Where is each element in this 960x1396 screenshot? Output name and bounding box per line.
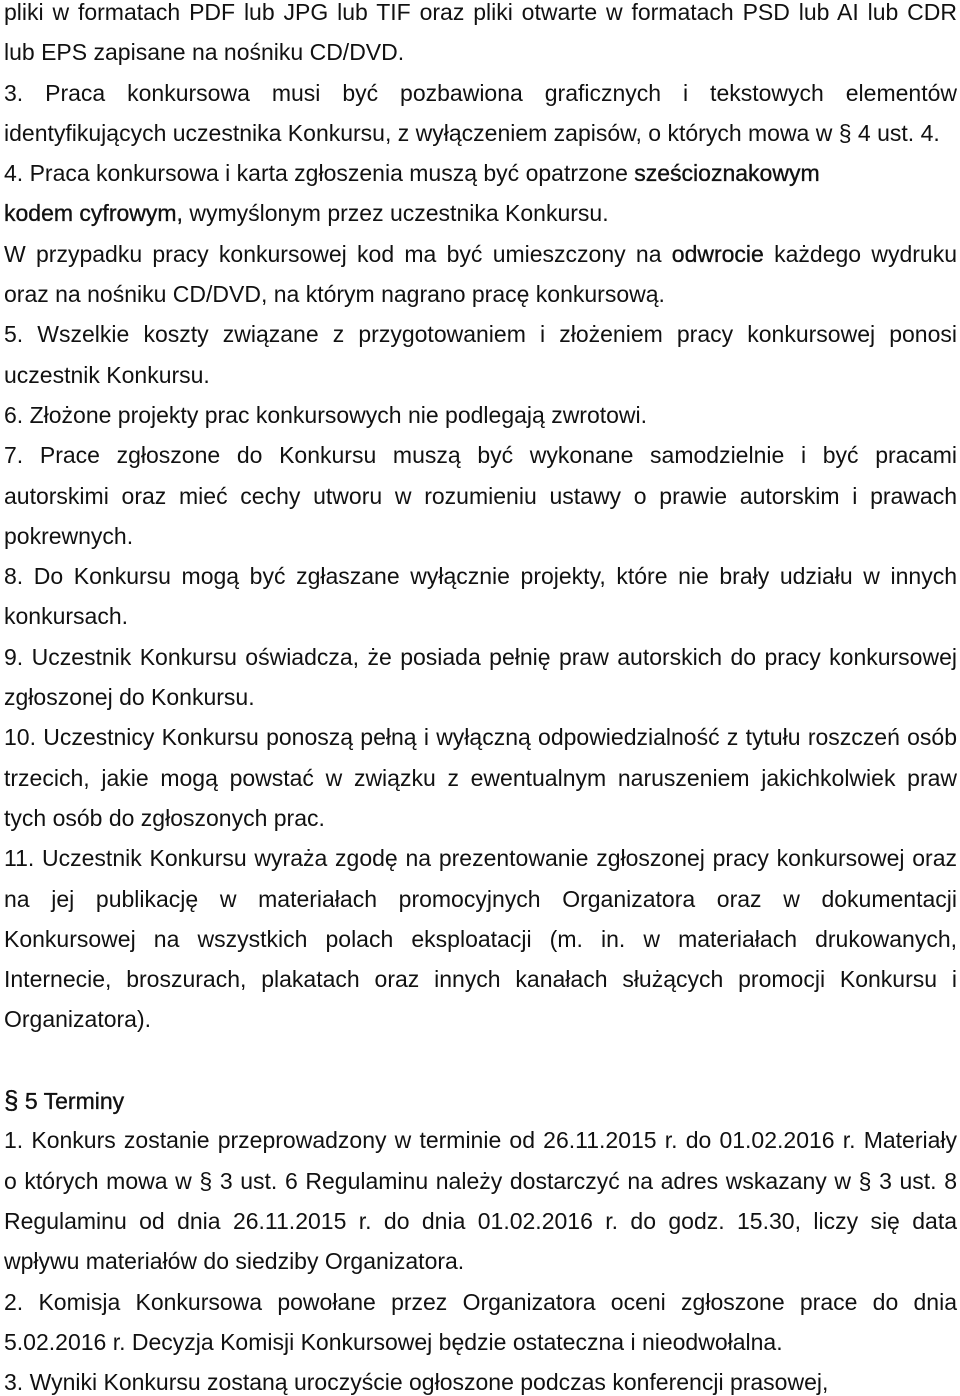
- emphasized-text: odwrocie: [671, 240, 764, 267]
- text-line: [4, 443, 957, 467]
- text-line: [4, 161, 957, 185]
- text-line: [4, 282, 957, 306]
- line-text: identyfikujących uczestnika Konkursu, z wyłączeniem zapisów, o których mowa w § 4 ust. 4.: [4, 119, 940, 146]
- text-line: [4, 685, 957, 709]
- blank-line: [4, 1048, 957, 1072]
- text-line: [4, 322, 957, 346]
- line-text: 9. Uczestnik Konkursu oświadcza, że posiada pełnię praw autorskich do pracy konkursowej: [4, 643, 957, 670]
- line-text: Organizatora).: [4, 1006, 152, 1033]
- line-text: Regulaminu od dnia 26.11.2015 r. do dnia 01.02.2016 r. do godz. 15.30, liczy się data: [4, 1207, 957, 1234]
- line-text: konkursach.: [4, 603, 129, 630]
- section-heading: [4, 1085, 957, 1116]
- document-page: [4, 0, 957, 1394]
- text-line: [4, 0, 957, 24]
- text-line: [4, 1330, 957, 1354]
- text-line: [4, 927, 957, 951]
- text-line: [4, 242, 957, 266]
- text-line: [4, 403, 957, 427]
- line-text: 5.02.2016 r. Decyzja Komisji Konkursowej będzie ostateczna i nieodwołalna.: [4, 1328, 783, 1355]
- line-text: 8. Do Konkursu mogą być zgłaszane wyłącznie projekty, które nie brały udziału w innych: [4, 563, 957, 590]
- text-line: [4, 645, 957, 669]
- text-line: [4, 201, 957, 225]
- section-sign: §: [4, 1085, 19, 1116]
- line-text: tych osób do zgłoszonych prac.: [4, 804, 325, 831]
- line-text: lub EPS zapisane na nośniku CD/DVD.: [4, 39, 405, 66]
- text-line: [4, 363, 957, 387]
- line-text: W przypadku pracy konkursowej kod ma być umieszczony na: [4, 240, 672, 267]
- line-text: oraz na nośniku CD/DVD, na którym nagrano pracę konkursową.: [4, 281, 665, 308]
- line-text: uczestnik Konkursu.: [4, 361, 210, 388]
- line-text: 6. Złożone projekty prac konkursowych nie podlegają zwrotowi.: [4, 401, 648, 428]
- line-text: o których mowa w § 3 ust. 6 Regulaminu należy dostarczyć na adres wskazany w § 3 ust. 8: [4, 1167, 957, 1194]
- line-text: zgłoszonej do Konkursu.: [4, 684, 255, 711]
- text-line: [4, 967, 957, 991]
- text-line: [4, 1169, 957, 1193]
- text-line: [4, 524, 957, 548]
- line-text: każdego wydruku: [763, 240, 957, 267]
- line-text: 7. Prace zgłoszone do Konkursu muszą być wykonane samodzielnie i być pracami: [4, 442, 957, 469]
- text-line: [4, 766, 957, 790]
- line-text: pokrewnych.: [4, 522, 134, 549]
- text-line: [4, 1128, 957, 1152]
- line-text: na jej publikację w materiałach promocyjnych Organizatora oraz w dokumentacji: [4, 885, 957, 912]
- line-text: Konkursowej na wszystkich polach eksploatacji (m. in. w materiałach drukowanych,: [4, 925, 957, 952]
- line-text: 3. Wyniki Konkursu zostaną uroczyście ogłoszone podczas konferencji prasowej,: [4, 1369, 829, 1396]
- line-text: 1. Konkurs zostanie przeprowadzony w terminie od 26.11.2015 r. do 01.02.2016 r. Materiały: [4, 1127, 957, 1154]
- text-line: [4, 1370, 957, 1394]
- text-line: [4, 887, 957, 911]
- text-line: [4, 81, 957, 105]
- text-line: [4, 846, 957, 870]
- line-text: 11. Uczestnik Konkursu wyraża zgodę na prezentowanie zgłoszonej pracy konkursowej oraz: [4, 845, 957, 872]
- line-text: 4. Praca konkursowa i karta zgłoszenia muszą być opatrzone: [4, 160, 635, 187]
- text-line: [4, 806, 957, 830]
- emphasized-text: kodem cyfrowym,: [4, 200, 183, 227]
- emphasized-text: sześcioznakowym: [634, 160, 820, 187]
- text-line: [4, 564, 957, 588]
- line-text: autorskimi oraz mieć cechy utworu w rozumieniu ustawy o prawie autorskim i prawach: [4, 482, 957, 509]
- line-text: 2. Komisja Konkursowa powołane przez Organizatora oceni zgłoszone prace do dnia: [4, 1288, 957, 1315]
- line-text: pliki w formatach PDF lub JPG lub TIF oraz pliki otwarte w formatach PSD lub AI lub CDR: [4, 0, 957, 25]
- section-heading-text: 5 Terminy: [18, 1088, 125, 1115]
- text-line: [4, 121, 957, 145]
- line-text: wpływu materiałów do siedziby Organizatora.: [4, 1248, 465, 1275]
- text-line: [4, 40, 957, 64]
- line-text: 5. Wszelkie koszty związane z przygotowaniem i złożeniem pracy konkursowej ponosi: [4, 321, 957, 348]
- text-line: [4, 1290, 957, 1314]
- line-text: 10. Uczestnicy Konkursu ponoszą pełną i wyłączną odpowiedzialność z tytułu roszczeń osób: [4, 724, 957, 751]
- line-text: Internecie, broszurach, plakatach oraz innych kanałach służących promocji Konkursu i: [4, 966, 957, 993]
- text-line: [4, 604, 957, 628]
- text-line: [4, 1249, 957, 1273]
- line-text: wymyślonym przez uczestnika Konkursu.: [182, 200, 609, 227]
- line-text: trzecich, jakie mogą powstać w związku z ewentualnym naruszeniem jakichkolwiek praw: [4, 764, 957, 791]
- line-text: 3. Praca konkursowa musi być pozbawiona graficznych i tekstowych elementów: [4, 79, 957, 106]
- text-line: [4, 725, 957, 749]
- text-line: [4, 1007, 957, 1031]
- text-line: [4, 1209, 957, 1233]
- text-line: [4, 484, 957, 508]
